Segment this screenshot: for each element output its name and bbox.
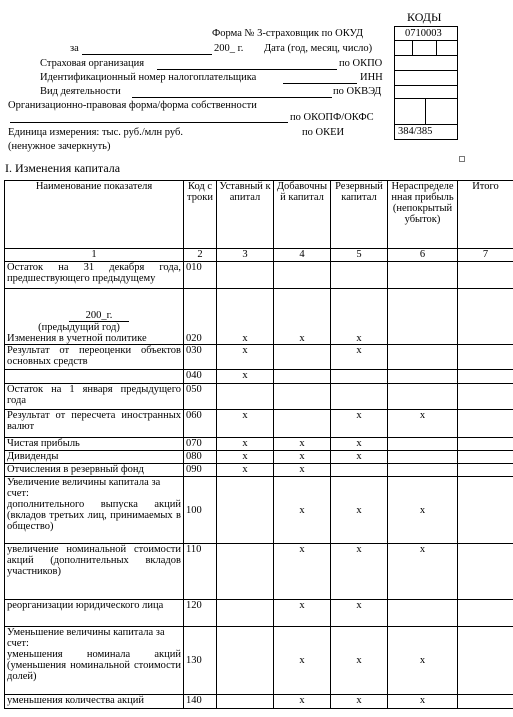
- header-total: Итого: [458, 181, 513, 249]
- row-code: 020: [184, 289, 217, 345]
- col-number: 3: [217, 249, 274, 262]
- row-subnote: (предыдущий год): [38, 322, 120, 333]
- row-name: Результат от пересчета иностранных валют: [5, 410, 184, 438]
- row-name: дополнительного выпуска акций (вкладов третьих лиц, принимаемых в общество): [7, 499, 181, 532]
- row-name: Остаток на 31 декабря года, предшествующего предыдущему: [5, 262, 184, 289]
- codes-box: [394, 26, 458, 140]
- row-name: Чистая прибыль: [5, 438, 184, 451]
- table-row: 200_г. (предыдущий год) Изменения в учетной политике 020 x x x: [5, 289, 513, 345]
- okved-label: по ОКВЭД: [333, 86, 382, 97]
- capital-changes-table: [4, 180, 513, 709]
- form-label: Форма № 3-страховщик по ОКУД: [212, 28, 364, 39]
- date-prefix: за: [70, 43, 79, 54]
- row-name: увеличение номинальной стоимости акций (дополнительных вкладов участников): [5, 544, 184, 600]
- insurer-label: Страховая организация: [40, 58, 145, 69]
- row-code: 050: [184, 384, 217, 410]
- unit-label: Единица измерения: тыс. руб./млн руб.: [8, 127, 183, 138]
- row-code: 100: [184, 477, 217, 544]
- table-row: Дивиденды 080 x x x: [5, 451, 513, 464]
- inn-label: Идентификационный номер налогоплательщика: [40, 72, 257, 83]
- header-reserve: Резервный капитал: [331, 181, 388, 249]
- row-code: 060: [184, 410, 217, 438]
- codes-title: КОДЫ: [407, 10, 442, 24]
- unit-note: (ненужное зачеркнуть): [8, 141, 111, 152]
- row-name: [5, 370, 184, 384]
- row-name: реорганизации юридического лица: [5, 600, 184, 627]
- row-group-title: Увеличение величины капитала за счет:: [7, 477, 161, 499]
- table-row: Отчисления в резервный фонд 090 x x: [5, 464, 513, 477]
- table-row: уменьшения количества акций 140 x x x: [5, 695, 513, 709]
- okei-label: по ОКЕИ: [302, 127, 345, 138]
- table-row: Результат от переоценки объектов основных средств 030 x x: [5, 345, 513, 370]
- row-code: 140: [184, 695, 217, 709]
- row-code: 070: [184, 438, 217, 451]
- row-code: 030: [184, 345, 217, 370]
- header-additional: Добавочный капитал: [274, 181, 331, 249]
- okpo-label: по ОКПО: [339, 58, 383, 69]
- row-name: уменьшения номинала акций (уменьшения номинальной стоимости долей): [7, 649, 181, 682]
- okopf-label: по ОКОПФ/ОКФС: [290, 112, 374, 123]
- row-name: Остаток на 1 января предыдущего года: [5, 384, 184, 410]
- header-charter: Уставный капитал: [217, 181, 274, 249]
- row-code: 120: [184, 600, 217, 627]
- col-number: 6: [388, 249, 458, 262]
- table-row: [5, 384, 513, 410]
- table-row: реорганизации юридического лица 120 x x: [5, 600, 513, 627]
- table-row: 040 x: [5, 370, 513, 384]
- table-row: Увеличение величины капитала за счет: дополнительного выпуска акций (вкладов третьих лиц, принимаемых в общество) 100 x x x: [5, 477, 513, 544]
- okud-code: 0710003: [405, 28, 442, 39]
- date-year: 200_ г.: [214, 43, 244, 54]
- table-row: Чистая прибыль 070 x x x: [5, 438, 513, 451]
- header-code: Код строки: [184, 181, 217, 249]
- table-row: Уменьшение величины капитала за счет: уменьшения номинала акций (уменьшения номинальной стоимости долей) 130 x x x: [5, 627, 513, 695]
- okei-code: 384/385: [398, 126, 433, 137]
- resize-handle[interactable]: [459, 156, 465, 162]
- section-title: I. Изменения капитала: [5, 161, 121, 175]
- col-number: 1: [5, 249, 184, 262]
- date-label: Дата (год, месяц, число): [264, 43, 373, 54]
- row-code: 010: [184, 262, 217, 289]
- col-number: 2: [184, 249, 217, 262]
- table-row: Результат от пересчета иностранных валют 060 x x x: [5, 410, 513, 438]
- row-code: 110: [184, 544, 217, 600]
- activity-label: Вид деятельности: [40, 86, 121, 97]
- row-group-title: Уменьшение величины капитала за счет:: [7, 627, 165, 649]
- row-code: 040: [184, 370, 217, 384]
- inn-code-label: ИНН: [360, 72, 383, 83]
- row-name: уменьшения количества акций: [5, 695, 184, 709]
- header-retained: Нераспределенная прибыль (непокрытый убыток): [388, 181, 458, 249]
- row-code: 090: [184, 464, 217, 477]
- col-number: 7: [458, 249, 513, 262]
- legal-form-label: Организационно-правовая форма/форма собственности: [8, 100, 257, 111]
- table-row: [5, 262, 513, 289]
- row-code: 130: [184, 627, 217, 695]
- row-code: 080: [184, 451, 217, 464]
- row-name: Результат от переоценки объектов основных средств: [5, 345, 184, 370]
- row-name: Изменения в учетной политике: [7, 333, 147, 344]
- col-number: 5: [331, 249, 388, 262]
- col-number: 4: [274, 249, 331, 262]
- row-name: Отчисления в резервный фонд: [5, 464, 184, 477]
- row-year: 200_г.: [69, 310, 129, 322]
- row-name: Дивиденды: [5, 451, 184, 464]
- header-name: Наименование показателя: [5, 181, 184, 249]
- table-row: увеличение номинальной стоимости акций (дополнительных вкладов участников) 110 x x x: [5, 544, 513, 600]
